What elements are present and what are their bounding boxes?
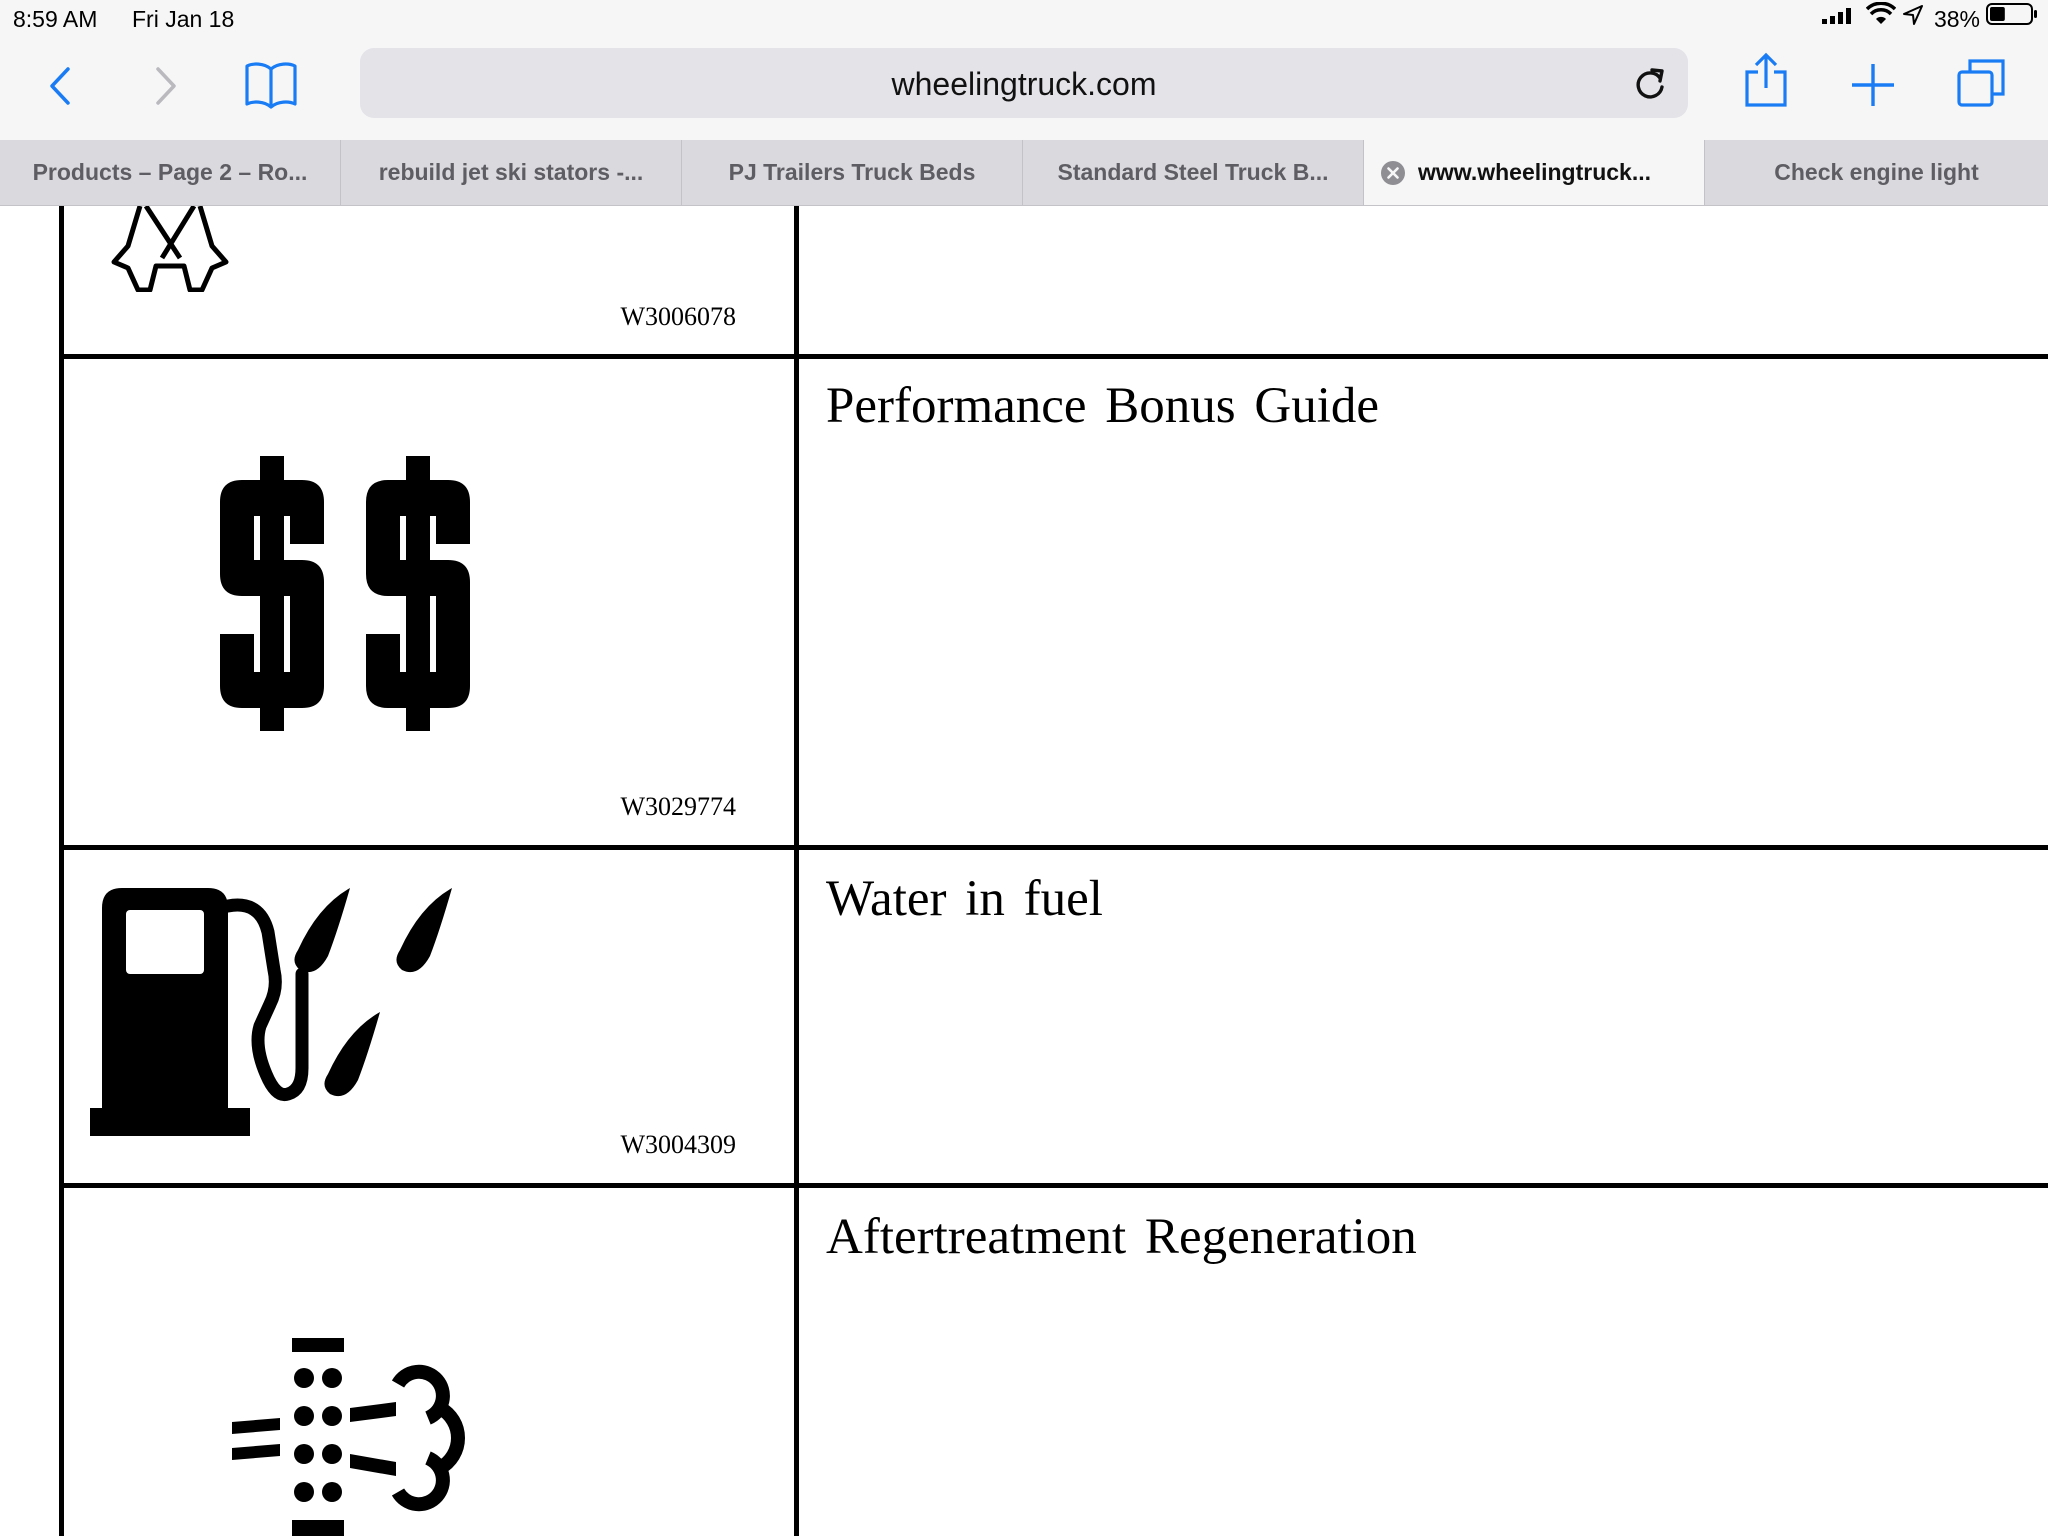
share-icon[interactable] bbox=[1744, 52, 1788, 108]
aftertreatment-regeneration-icon bbox=[228, 1338, 488, 1536]
address-bar[interactable] bbox=[360, 48, 1688, 118]
tab-label: Standard Steel Truck B... bbox=[1057, 159, 1329, 185]
url-text[interactable]: wheelingtruck.com bbox=[891, 66, 1157, 102]
bookmarks-book-icon[interactable] bbox=[244, 60, 298, 110]
seatbelt-icon bbox=[110, 206, 230, 292]
droplet-shape bbox=[294, 888, 452, 1096]
tab-products[interactable] bbox=[0, 140, 341, 205]
status-date: Fri Jan 18 bbox=[132, 6, 235, 32]
tab-label: Products – Page 2 – Ro... bbox=[32, 159, 308, 185]
reload-icon[interactable] bbox=[1632, 64, 1668, 102]
location-arrow-icon bbox=[1903, 5, 1923, 25]
symbol-code: W3006078 bbox=[620, 302, 736, 331]
tabs-overview-icon[interactable] bbox=[1956, 58, 2006, 108]
table-row-divider bbox=[59, 354, 2048, 359]
symbol-description: Water in fuel bbox=[826, 871, 1103, 927]
forward-chevron-icon[interactable] bbox=[154, 66, 178, 106]
status-time: 8:59 AM bbox=[13, 6, 98, 32]
browser-toolbar bbox=[0, 40, 2048, 140]
tab-check-engine[interactable] bbox=[1705, 140, 2048, 205]
status-bar bbox=[0, 0, 2048, 40]
table-row-divider bbox=[59, 845, 2048, 850]
symbol-code: W3004309 bbox=[620, 1130, 736, 1159]
symbol-code: W3029774 bbox=[620, 792, 736, 821]
tab-pj-trailers[interactable] bbox=[682, 140, 1023, 205]
wifi-icon bbox=[1866, 2, 1896, 26]
close-tab-icon[interactable] bbox=[1380, 160, 1406, 186]
battery-percentage: 38% bbox=[1933, 6, 1980, 32]
tab-bar bbox=[0, 140, 2048, 206]
new-tab-plus-icon[interactable] bbox=[1850, 62, 1896, 108]
symbol-description: Performance Bonus Guide bbox=[826, 378, 1380, 434]
tab-standard-steel[interactable] bbox=[1023, 140, 1364, 205]
tab-wheelingtruck-active[interactable] bbox=[1364, 140, 1705, 205]
tab-label: Check engine light bbox=[1774, 159, 1979, 185]
table-row-divider bbox=[59, 1183, 2048, 1188]
table-column-divider bbox=[794, 206, 799, 1536]
tab-label: PJ Trailers Truck Beds bbox=[728, 159, 976, 185]
table-left-border bbox=[59, 206, 64, 1536]
tab-label: www.wheelingtruck... bbox=[1418, 159, 1652, 185]
battery-icon bbox=[1986, 3, 2038, 25]
back-chevron-icon[interactable] bbox=[48, 66, 72, 106]
tab-label: rebuild jet ski stators -... bbox=[378, 159, 644, 185]
water-in-fuel-icon bbox=[88, 878, 498, 1140]
page-content bbox=[0, 206, 2048, 1536]
tab-jet-ski-stators[interactable] bbox=[341, 140, 682, 205]
cellular-signal-icon bbox=[1822, 8, 1854, 24]
dollar-signs-icon bbox=[208, 456, 478, 731]
symbol-description: Aftertreatment Regeneration bbox=[826, 1209, 1417, 1265]
